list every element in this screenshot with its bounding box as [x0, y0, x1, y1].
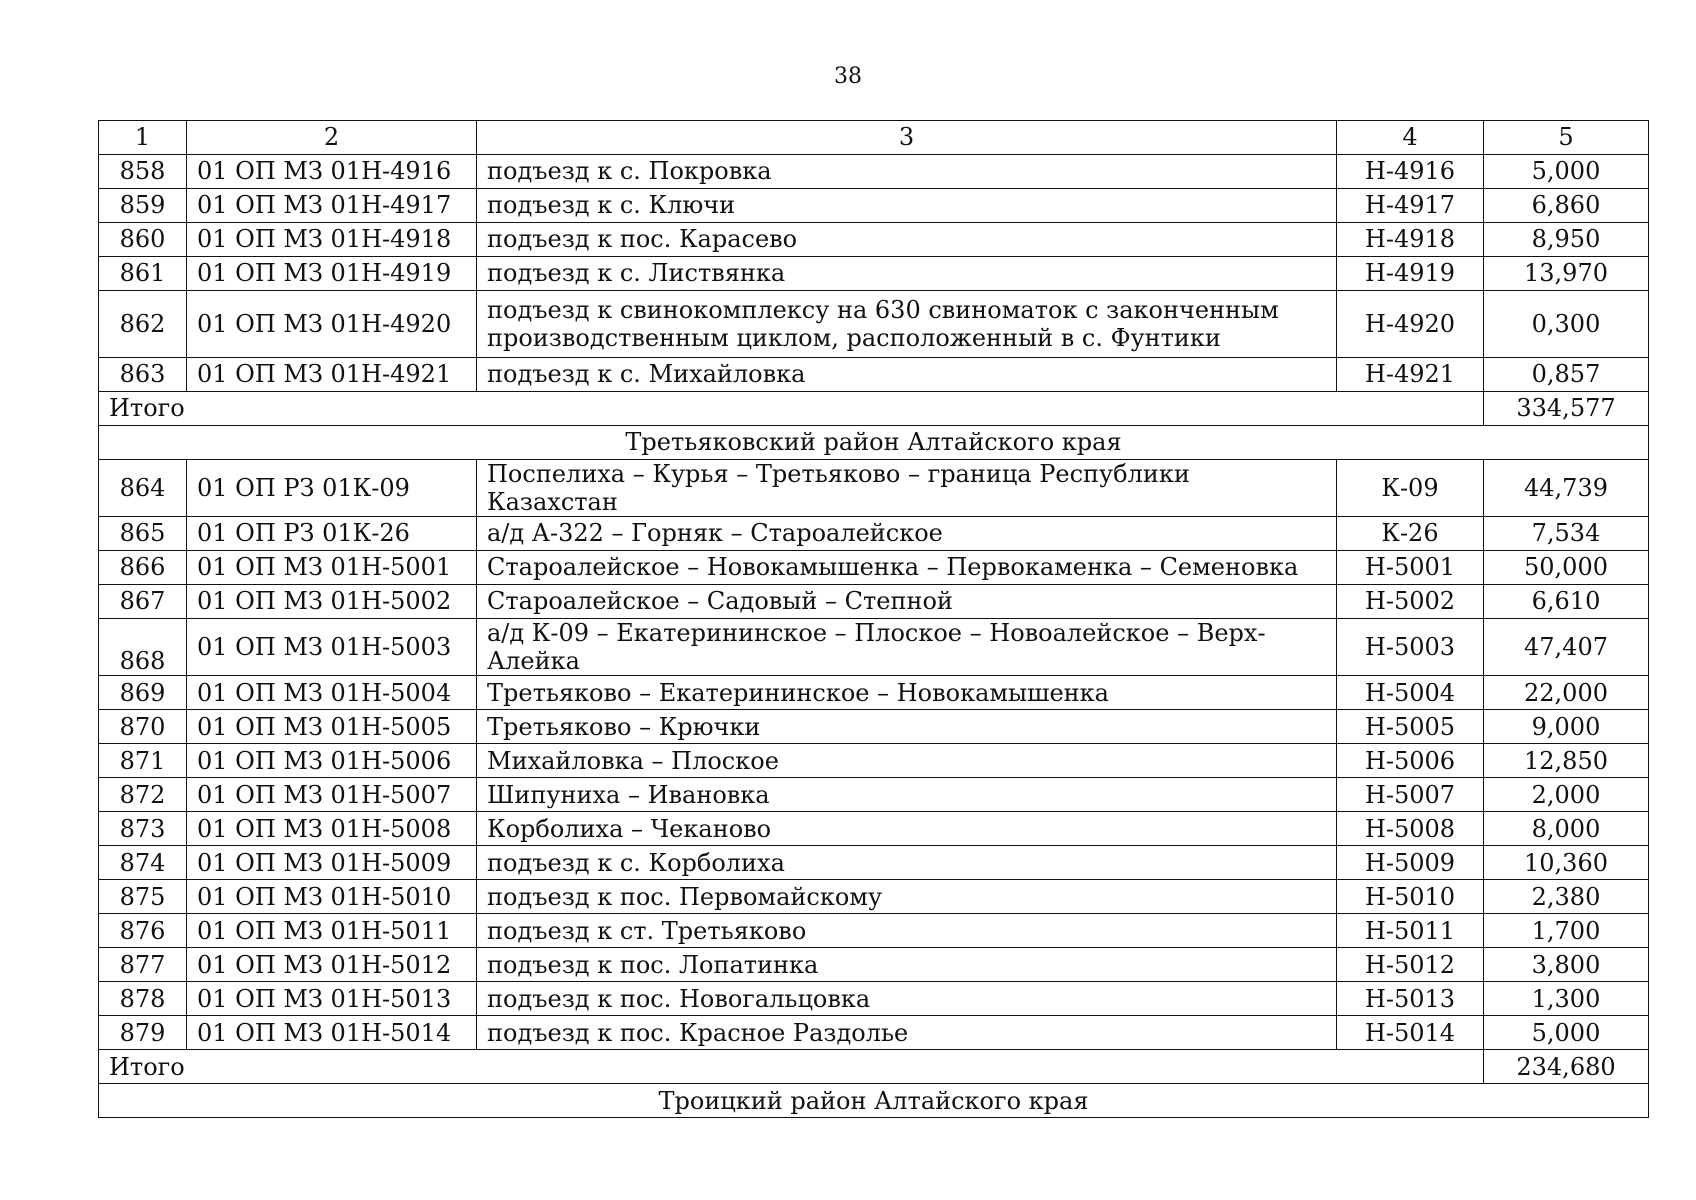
total-label: Итого — [99, 392, 1484, 426]
row-number: 878 — [99, 982, 187, 1016]
road-identifier: 01 ОП МЗ 01Н-5001 — [187, 551, 477, 585]
road-identifier: 01 ОП РЗ 01К-26 — [187, 517, 477, 551]
road-name: Староалейское – Садовый – Степной — [477, 585, 1337, 619]
row-number: 866 — [99, 551, 187, 585]
road-length: 1,300 — [1484, 982, 1649, 1016]
road-short-code: К-26 — [1337, 517, 1484, 551]
road-identifier: 01 ОП РЗ 01К-09 — [187, 460, 477, 517]
table-row — [99, 778, 1649, 812]
road-identifier: 01 ОП МЗ 01Н-4917 — [187, 189, 477, 223]
road-short-code: Н-4916 — [1337, 155, 1484, 189]
road-length: 22,000 — [1484, 676, 1649, 710]
road-identifier: 01 ОП МЗ 01Н-4920 — [187, 291, 477, 358]
row-number: 865 — [99, 517, 187, 551]
column-number: 3 — [477, 121, 1337, 155]
row-number: 867 — [99, 585, 187, 619]
road-identifier: 01 ОП МЗ 01Н-5009 — [187, 846, 477, 880]
row-number: 874 — [99, 846, 187, 880]
column-number: 4 — [1337, 121, 1484, 155]
road-name: подъезд к с. Ключи — [477, 189, 1337, 223]
road-identifier: 01 ОП МЗ 01Н-4921 — [187, 358, 477, 392]
road-short-code: Н-5004 — [1337, 676, 1484, 710]
road-name: Третьяково – Крючки — [477, 710, 1337, 744]
road-identifier: 01 ОП МЗ 01Н-5008 — [187, 812, 477, 846]
table-row — [99, 517, 1649, 551]
road-short-code: Н-4918 — [1337, 223, 1484, 257]
table-row — [99, 1016, 1649, 1050]
table-row — [99, 812, 1649, 846]
road-identifier: 01 ОП МЗ 01Н-5003 — [187, 619, 477, 676]
road-name: а/д К-09 – Екатерининское – Плоское – Новоалейское – Верх-Алейка — [477, 619, 1337, 676]
road-name: подъезд к пос. Лопатинка — [477, 948, 1337, 982]
district-heading: Троицкий район Алтайского края — [99, 1084, 1649, 1118]
column-number-row — [99, 121, 1649, 155]
row-number: 873 — [99, 812, 187, 846]
road-length: 0,300 — [1484, 291, 1649, 358]
table-row — [99, 710, 1649, 744]
road-length: 44,739 — [1484, 460, 1649, 517]
road-identifier: 01 ОП МЗ 01Н-5002 — [187, 585, 477, 619]
road-short-code: Н-5012 — [1337, 948, 1484, 982]
road-length: 5,000 — [1484, 1016, 1649, 1050]
row-number: 868 — [99, 619, 187, 676]
roads-table — [98, 120, 1649, 1118]
road-short-code: Н-4917 — [1337, 189, 1484, 223]
row-number: 859 — [99, 189, 187, 223]
road-name: Михайловка – Плоское — [477, 744, 1337, 778]
road-short-code: Н-5007 — [1337, 778, 1484, 812]
column-number: 2 — [187, 121, 477, 155]
road-length: 8,000 — [1484, 812, 1649, 846]
road-length: 7,534 — [1484, 517, 1649, 551]
road-name: подъезд к с. Михайловка — [477, 358, 1337, 392]
table-row — [99, 223, 1649, 257]
road-length: 8,950 — [1484, 223, 1649, 257]
road-length: 3,800 — [1484, 948, 1649, 982]
road-identifier: 01 ОП МЗ 01Н-5005 — [187, 710, 477, 744]
road-short-code: Н-5003 — [1337, 619, 1484, 676]
road-length: 9,000 — [1484, 710, 1649, 744]
table-row — [99, 982, 1649, 1016]
road-short-code: Н-5013 — [1337, 982, 1484, 1016]
road-identifier: 01 ОП МЗ 01Н-4918 — [187, 223, 477, 257]
row-number: 862 — [99, 291, 187, 358]
table-row — [99, 948, 1649, 982]
table-row — [99, 189, 1649, 223]
road-short-code: Н-5006 — [1337, 744, 1484, 778]
road-short-code: Н-5002 — [1337, 585, 1484, 619]
table-row — [99, 257, 1649, 291]
road-identifier: 01 ОП МЗ 01Н-5014 — [187, 1016, 477, 1050]
row-number: 863 — [99, 358, 187, 392]
row-number: 869 — [99, 676, 187, 710]
road-length: 0,857 — [1484, 358, 1649, 392]
road-name: подъезд к пос. Красное Раздолье — [477, 1016, 1337, 1050]
district-heading-row — [99, 1084, 1649, 1118]
total-label: Итого — [99, 1050, 1484, 1084]
total-value: 234,680 — [1484, 1050, 1649, 1084]
row-number: 879 — [99, 1016, 187, 1050]
row-number: 872 — [99, 778, 187, 812]
table-row — [99, 846, 1649, 880]
table-row — [99, 358, 1649, 392]
row-number: 871 — [99, 744, 187, 778]
road-length: 6,860 — [1484, 189, 1649, 223]
road-length: 6,610 — [1484, 585, 1649, 619]
road-identifier: 01 ОП МЗ 01Н-5013 — [187, 982, 477, 1016]
road-identifier: 01 ОП МЗ 01Н-5011 — [187, 914, 477, 948]
road-identifier: 01 ОП МЗ 01Н-5004 — [187, 676, 477, 710]
table-row — [99, 619, 1649, 676]
total-value: 334,577 — [1484, 392, 1649, 426]
road-name: подъезд к пос. Первомайскому — [477, 880, 1337, 914]
total-row — [99, 1050, 1649, 1084]
road-name: а/д А-322 – Горняк – Староалейское — [477, 517, 1337, 551]
road-short-code: Н-4920 — [1337, 291, 1484, 358]
column-number: 5 — [1484, 121, 1649, 155]
road-length: 47,407 — [1484, 619, 1649, 676]
road-name: Шипуниха – Ивановка — [477, 778, 1337, 812]
road-name: подъезд к с. Листвянка — [477, 257, 1337, 291]
road-identifier: 01 ОП МЗ 01Н-5012 — [187, 948, 477, 982]
table-row — [99, 155, 1649, 189]
road-name: Поспелиха – Курья – Третьяково – граница Республики Казахстан — [477, 460, 1337, 517]
table-row — [99, 880, 1649, 914]
row-number: 876 — [99, 914, 187, 948]
road-name: подъезд к с. Покровка — [477, 155, 1337, 189]
road-length: 2,380 — [1484, 880, 1649, 914]
road-short-code: К-09 — [1337, 460, 1484, 517]
road-name: Третьяково – Екатерининское – Новокамышенка — [477, 676, 1337, 710]
row-number: 875 — [99, 880, 187, 914]
road-name: подъезд к пос. Новогальцовка — [477, 982, 1337, 1016]
road-name: подъезд к с. Корболиха — [477, 846, 1337, 880]
road-identifier: 01 ОП МЗ 01Н-4919 — [187, 257, 477, 291]
page-number: 38 — [834, 64, 862, 89]
road-length: 50,000 — [1484, 551, 1649, 585]
road-name: подъезд к пос. Карасево — [477, 223, 1337, 257]
road-name: Староалейское – Новокамышенка – Первокаменка – Семеновка — [477, 551, 1337, 585]
road-short-code: Н-5014 — [1337, 1016, 1484, 1050]
road-short-code: Н-5009 — [1337, 846, 1484, 880]
road-identifier: 01 ОП МЗ 01Н-5007 — [187, 778, 477, 812]
road-identifier: 01 ОП МЗ 01Н-5010 — [187, 880, 477, 914]
district-heading: Третьяковский район Алтайского края — [99, 426, 1649, 460]
road-identifier: 01 ОП МЗ 01Н-4916 — [187, 155, 477, 189]
row-number: 870 — [99, 710, 187, 744]
road-short-code: Н-4919 — [1337, 257, 1484, 291]
table-row — [99, 585, 1649, 619]
road-identifier: 01 ОП МЗ 01Н-5006 — [187, 744, 477, 778]
row-number: 877 — [99, 948, 187, 982]
road-short-code: Н-5005 — [1337, 710, 1484, 744]
district-heading-row — [99, 426, 1649, 460]
road-name: подъезд к свинокомплексу на 630 свиноматок с законченным производственным циклом, расположенный в с. Фунтики — [477, 291, 1337, 358]
row-number: 860 — [99, 223, 187, 257]
table-row — [99, 744, 1649, 778]
road-length: 2,000 — [1484, 778, 1649, 812]
table-row — [99, 291, 1649, 358]
road-length: 5,000 — [1484, 155, 1649, 189]
road-short-code: Н-5011 — [1337, 914, 1484, 948]
table-row — [99, 914, 1649, 948]
road-name: подъезд к ст. Третьяково — [477, 914, 1337, 948]
row-number: 864 — [99, 460, 187, 517]
road-short-code: Н-4921 — [1337, 358, 1484, 392]
road-length: 10,360 — [1484, 846, 1649, 880]
road-length: 1,700 — [1484, 914, 1649, 948]
road-short-code: Н-5008 — [1337, 812, 1484, 846]
column-number: 1 — [99, 121, 187, 155]
road-short-code: Н-5010 — [1337, 880, 1484, 914]
road-short-code: Н-5001 — [1337, 551, 1484, 585]
road-name: Корболиха – Чеканово — [477, 812, 1337, 846]
total-row — [99, 392, 1649, 426]
row-number: 858 — [99, 155, 187, 189]
row-number: 861 — [99, 257, 187, 291]
table-row — [99, 460, 1649, 517]
table-row — [99, 676, 1649, 710]
road-length: 13,970 — [1484, 257, 1649, 291]
table-row — [99, 551, 1649, 585]
road-length: 12,850 — [1484, 744, 1649, 778]
